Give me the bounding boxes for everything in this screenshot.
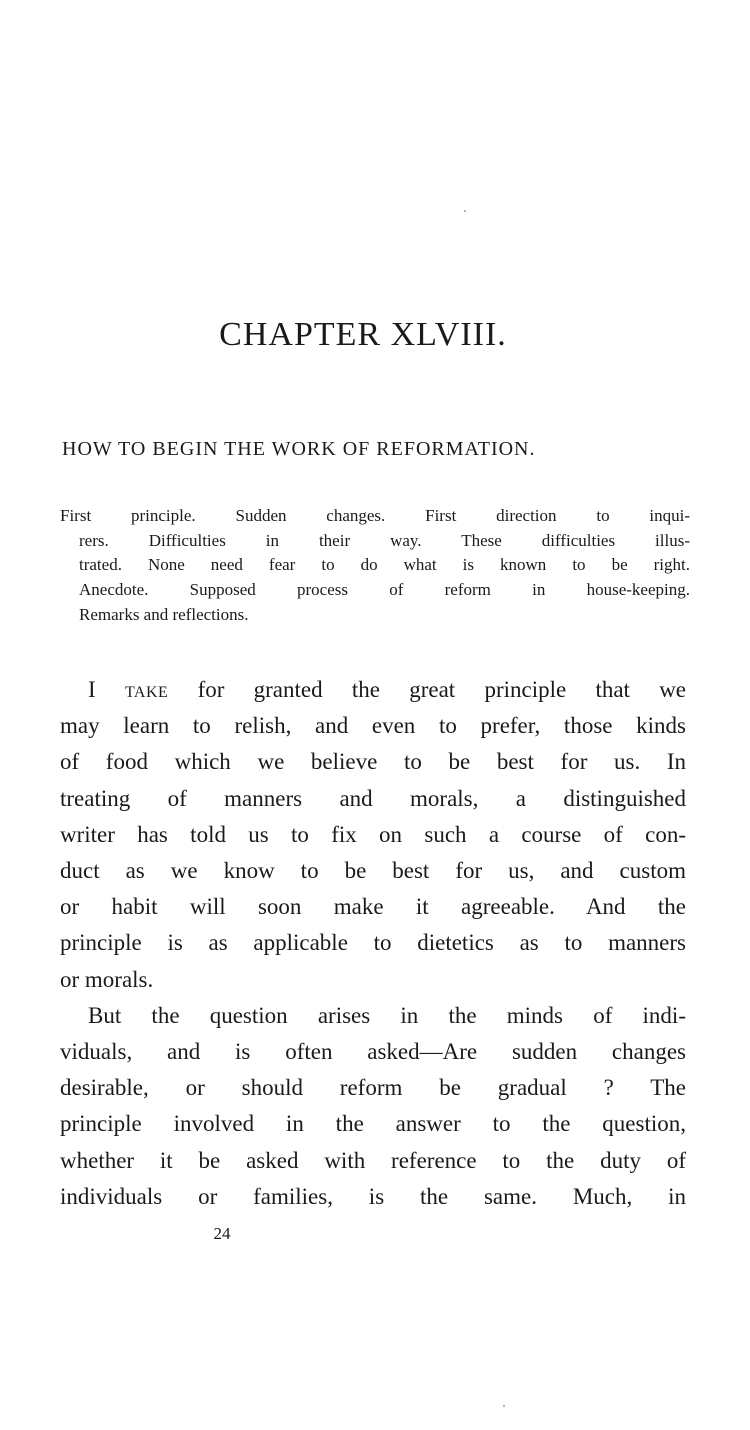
- body-line: duct as we know to be best for us, and custom: [60, 858, 686, 884]
- paragraph-1-first-line: [60, 672, 686, 708]
- chapter-synopsis: [60, 504, 690, 627]
- lead-smallcaps: take: [124, 677, 169, 702]
- synopsis-line: trated. None need fear to do what is known to be right.: [79, 555, 690, 575]
- body-line: writer has told us to fix on such a course of con-: [60, 821, 686, 847]
- chapter-title: CHAPTER XLVIII.: [219, 316, 507, 353]
- synopsis-line: Remarks and reflections.: [79, 604, 249, 624]
- body-line: viduals, and is often asked—Are sudden changes: [60, 1039, 686, 1065]
- body-line: or morals.: [60, 966, 154, 992]
- body-text: [60, 672, 686, 1215]
- paragraph-2-first-line: But the question arises in the minds of indi-: [88, 1002, 686, 1028]
- body-line: desirable, or should reform be gradual ? The: [60, 1075, 686, 1101]
- print-speck: [464, 210, 466, 212]
- lead-word: I: [88, 677, 96, 702]
- body-line: individuals or families, is the same. Much, in: [60, 1183, 686, 1209]
- synopsis-line: rers. Difficulties in their way. These difficulties illus-: [79, 530, 690, 550]
- page-number: 24: [213, 1224, 231, 1243]
- body-line: principle involved in the answer to the question,: [60, 1111, 686, 1137]
- print-speck: [503, 1405, 505, 1407]
- synopsis-line: First principle. Sudden changes. First direction to inqui-: [60, 506, 690, 525]
- body-line: of food which we believe to be best for us. In: [60, 749, 686, 775]
- chapter-subtitle: HOW TO BEGIN THE WORK OF REFORMATION.: [62, 438, 536, 460]
- body-line: whether it be asked with reference to the duty of: [60, 1147, 686, 1173]
- body-line: treating of manners and morals, a distinguished: [60, 785, 686, 811]
- first-line-rest: for granted the great principle that we: [197, 677, 687, 702]
- body-line: or habit will soon make it agreeable. And the: [60, 894, 686, 920]
- body-line: principle is as applicable to dietetics as to manners: [60, 930, 686, 956]
- body-line: may learn to relish, and even to prefer, those kinds: [60, 713, 686, 739]
- synopsis-line: Anecdote. Supposed process of reform in house-keeping.: [79, 579, 690, 599]
